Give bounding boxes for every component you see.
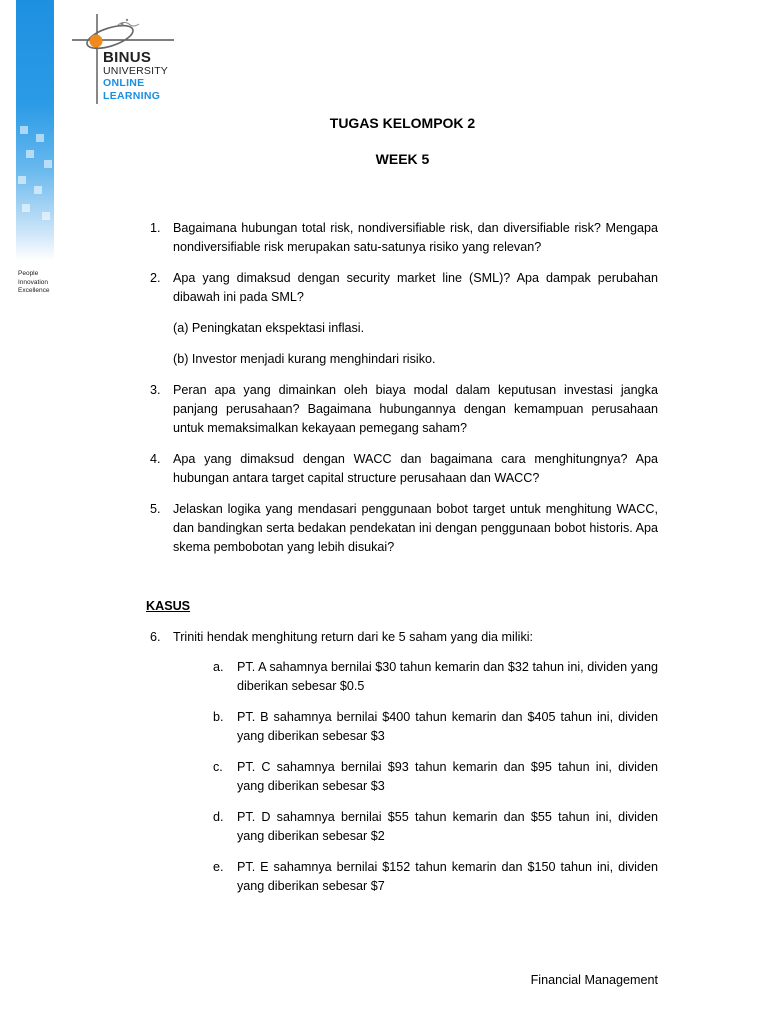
document-title: TUGAS KELOMPOK 2 [329, 115, 476, 131]
question-list [146, 219, 658, 908]
question-item: 3. Peran apa yang dimainkan oleh biaya modal dalam keputusan investasi jangka panjang perusahaan? Bagaimana hubungannya dengan kemampuan perusahaan untuk memaksimalkan kekayaan pemegang saham? [150, 383, 658, 435]
case-sub-item: c. PT. C sahamnya bernilai $93 tahun kemarin dan $95 tahun ini, dividen yang diberikan sebesar $3 [213, 760, 658, 793]
case-item: 6. Triniti hendak menghitung return dari ke 5 saham yang dia miliki: a. PT. A sahamnya bernilai $30 tahun kemarin dan $32 tahun ini, dividen yang diberikan sebesar $0.5 b. PT. B sahamnya bernilai $400 tahun kemarin dan $405 tahun ini, dividen yang diberikan sebesar $3 c. PT. C sahamnya bernilai $93 tahun kemarin dan $95 tahun ini, dividen yang diberikan sebesar $3 d. PT. D sahamnya bernilai $55 tahun kemarin dan $55 tahun ini, dividen yang diberikan sebesar $2 e. PT. E sahamnya bernilai $152 tahun kemarin dan $150 tahun ini, dividen yang diberikan sebesar $7 [146, 628, 658, 896]
question-item: 2. Apa yang dimaksud dengan security market line (SML)? Apa dampak perubahan dibawah ini pada SML? (a) Peningkatan ekspektasi inflasi. (b) Investor menjadi kurang menghindari risiko. [146, 269, 658, 369]
binus-wordmark: BINUS UNIVERSITY ONLINE LEARNING [103, 49, 169, 102]
question-item: 4. Apa yang dimaksud dengan WACC dan bagaimana cara menghitungnya? Apa hubungan antara target capital structure perusahaan dan WACC? [150, 452, 658, 485]
case-sub-list [173, 658, 658, 896]
case-sub-item: e. PT. E sahamnya bernilai $152 tahun kemarin dan $150 tahun ini, dividen yang diberikan sebesar $7 [213, 860, 658, 893]
question-item: 1. Bagaimana hubungan total risk, nondiversifiable risk, dan diversifiable risk? Mengapa nondiversifiable risk merupakan satu-satunya risiko yang relevan? [150, 221, 658, 254]
brand-tagline: People Innovation Excellence [18, 270, 50, 294]
page-footer: Financial Management [530, 973, 658, 987]
question-sub-item: (b) Investor menjadi kurang menghindari risiko. [173, 352, 436, 366]
case-sub-item: b. PT. B sahamnya bernilai $400 tahun kemarin dan $405 tahun ini, dividen yang diberikan sebesar $3 [213, 710, 658, 743]
question-item: 5. Jelaskan logika yang mendasari penggunaan bobot target untuk menghitung WACC, dan bandingkan serta bedakan pendekatan ini dengan penggunaan bobot historis. Apa skema pembobotan yang lebih disukai? [150, 502, 658, 554]
side-pixel-pattern [16, 120, 54, 260]
kasus-heading: KASUS [146, 599, 191, 613]
question-sub-item: (a) Peningkatan ekspektasi inflasi. [173, 321, 365, 335]
case-sub-item: a. PT. A sahamnya bernilai $30 tahun kemarin dan $32 tahun ini, dividen yang diberikan sebesar $0.5 [213, 660, 658, 693]
case-sub-item: d. PT. D sahamnya bernilai $55 tahun kemarin dan $55 tahun ini, dividen yang diberikan sebesar $2 [213, 810, 658, 843]
document-subtitle: WEEK 5 [375, 151, 430, 167]
